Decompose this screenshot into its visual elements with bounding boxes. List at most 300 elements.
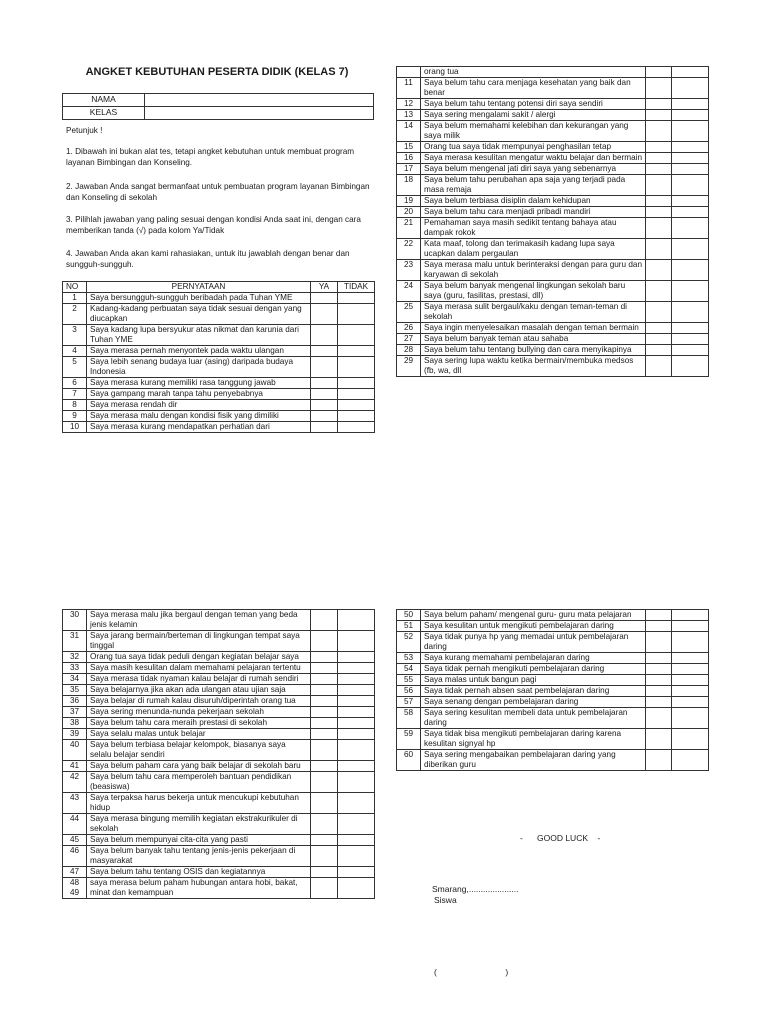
no-checkbox-cell[interactable] [672, 67, 709, 78]
item-statement: Saya jarang bermain/berteman di lingkungan tempat saya tinggal [87, 631, 311, 652]
table-row [63, 740, 375, 761]
table-row [397, 239, 709, 260]
table-row [397, 664, 709, 675]
table-row [397, 175, 709, 196]
item-statement: Saya merasa malu jika bergaul dengan teman yang beda jenis kelamin [87, 610, 311, 631]
student-label: Siswa [434, 895, 457, 905]
table-row [397, 281, 709, 302]
table-row [63, 772, 375, 793]
yes-checkbox-cell[interactable] [646, 218, 672, 239]
yes-checkbox-cell[interactable] [311, 740, 338, 761]
item-statement: Saya merasa malu untuk berinteraksi dengan para guru dan karyawan di sekolah [421, 260, 646, 281]
no-checkbox-cell[interactable] [338, 325, 375, 346]
yes-checkbox-cell[interactable] [311, 772, 338, 793]
statement-table-1 [62, 281, 375, 433]
item-statement: Saya belum mengenal jati diri saya yang sebenarnya [421, 164, 646, 175]
item-number: 58 [397, 708, 421, 729]
table-row [63, 304, 375, 325]
item-statement: Saya lebih senang budaya luar (asing) daripada budaya Indonesia [87, 357, 311, 378]
identity-table [62, 93, 374, 120]
table-row [397, 78, 709, 99]
table-row [63, 793, 375, 814]
table-row [397, 653, 709, 664]
no-checkbox-cell[interactable] [338, 878, 375, 899]
item-number: 21 [397, 218, 421, 239]
item-statement: Kata maaf, tolong dan terimakasih kadang lupa saya ucapkan dalam pergaulan [421, 239, 646, 260]
yes-checkbox-cell[interactable] [646, 67, 672, 78]
no-checkbox-cell[interactable] [338, 610, 375, 631]
yes-checkbox-cell[interactable] [311, 835, 338, 846]
table-row [397, 67, 709, 78]
table-row [63, 411, 375, 422]
item-statement: Saya sering lupa waktu ketika bermain/membuka medsos (fb, wa, dll [421, 356, 646, 377]
no-checkbox-cell[interactable] [672, 729, 709, 750]
no-checkbox-cell[interactable] [338, 814, 375, 835]
item-statement: Saya belum banyak mengenal lingkungan sekolah baru saya (guru, fasilitas, prestasi, dll) [421, 281, 646, 302]
identity-row-name [63, 94, 374, 107]
yes-checkbox-cell[interactable] [646, 302, 672, 323]
table-row [397, 750, 709, 771]
item-statement: Saya belum tahu cara memperoleh bantuan pendidikan (beasiswa) [87, 772, 311, 793]
item-statement: Saya tidak punya hp yang memadai untuk pembelajaran daring [421, 632, 646, 653]
no-checkbox-cell[interactable] [338, 729, 375, 740]
item-number: 46 [63, 846, 87, 867]
item-statement: Saya kesulitan untuk mengikuti pembelajaran daring [421, 621, 646, 632]
yes-checkbox-cell[interactable] [646, 664, 672, 675]
table-row [63, 652, 375, 663]
item-statement: Saya tidak pernah absen saat pembelajaran daring [421, 686, 646, 697]
table-row [63, 729, 375, 740]
no-checkbox-cell[interactable] [672, 686, 709, 697]
table-row [63, 835, 375, 846]
no-checkbox-cell[interactable] [672, 142, 709, 153]
yes-checkbox-cell[interactable] [646, 750, 672, 771]
table-row [397, 632, 709, 653]
item-statement: Saya belajar di rumah kalau disuruh/diperintah orang tua [87, 696, 311, 707]
no-checkbox-cell[interactable] [338, 761, 375, 772]
class-label: KELAS [63, 107, 145, 120]
item-statement: Saya merasa tidak nyaman kalau belajar di rumah sendiri [87, 674, 311, 685]
item-number: 42 [63, 772, 87, 793]
yes-checkbox-cell[interactable] [311, 346, 338, 357]
item-number: 15 [397, 142, 421, 153]
item-statement: Saya merasa bingung memilih kegiatan ekstrakurikuler di sekolah [87, 814, 311, 835]
table-row [63, 867, 375, 878]
yes-checkbox-cell[interactable] [646, 323, 672, 334]
table-row [63, 346, 375, 357]
item-number: 9 [63, 411, 87, 422]
item-number [397, 67, 421, 78]
item-statement: Saya merasa kurang memiliki rasa tanggung jawab [87, 378, 311, 389]
yes-checkbox-cell[interactable] [311, 293, 338, 304]
item-number: 4 [63, 346, 87, 357]
no-checkbox-cell[interactable] [672, 345, 709, 356]
item-statement: Saya belum mempunyai cita-cita yang pasti [87, 835, 311, 846]
yes-checkbox-cell[interactable] [311, 422, 338, 433]
table-row [63, 718, 375, 729]
no-checkbox-cell[interactable] [672, 110, 709, 121]
yes-checkbox-cell[interactable] [646, 356, 672, 377]
item-number: 45 [63, 835, 87, 846]
item-number: 28 [397, 345, 421, 356]
signature-line: ( ) [434, 967, 509, 977]
yes-checkbox-cell[interactable] [311, 389, 338, 400]
item-statement: Saya merasa pernah menyontek pada waktu ulangan [87, 346, 311, 357]
no-checkbox-cell[interactable] [672, 664, 709, 675]
yes-checkbox-cell[interactable] [646, 239, 672, 260]
table-row [63, 610, 375, 631]
yes-checkbox-cell[interactable] [311, 761, 338, 772]
yes-checkbox-cell[interactable] [646, 175, 672, 196]
name-label: NAMA [63, 94, 145, 107]
no-checkbox-cell[interactable] [672, 78, 709, 99]
instruction-3: 3. Pilihlah jawaban yang paling sesuai dengan kondisi Anda saat ini, dengan cara memberikan tanda (√) pada kolom Ya/Tidak [66, 215, 361, 235]
table-row [63, 378, 375, 389]
yes-checkbox-cell[interactable] [646, 142, 672, 153]
no-checkbox-cell[interactable] [672, 302, 709, 323]
yes-checkbox-cell[interactable] [311, 718, 338, 729]
no-checkbox-cell[interactable] [338, 718, 375, 729]
item-statement: Saya belum memahami kelebihan dan kekurangan yang saya milik [421, 121, 646, 142]
no-checkbox-cell[interactable] [338, 389, 375, 400]
yes-checkbox-cell[interactable] [311, 793, 338, 814]
yes-checkbox-cell[interactable] [646, 697, 672, 708]
item-statement: Saya kadang lupa bersyukur atas nikmat dan karunia dari Tuhan YME [87, 325, 311, 346]
no-checkbox-cell[interactable] [672, 621, 709, 632]
item-number: 51 [397, 621, 421, 632]
no-checkbox-cell[interactable] [338, 846, 375, 867]
table-row [397, 121, 709, 142]
item-number: 60 [397, 750, 421, 771]
item-statement: Saya merasa kesulitan mengatur waktu belajar dan bermain [421, 153, 646, 164]
yes-checkbox-cell[interactable] [646, 632, 672, 653]
item-number: 17 [397, 164, 421, 175]
no-checkbox-cell[interactable] [338, 304, 375, 325]
item-statement: Saya sering menunda-nunda pekerjaan sekolah [87, 707, 311, 718]
item-statement: Saya tidak pernah mengikuti pembelajaran daring [421, 664, 646, 675]
table-row [63, 422, 375, 433]
table-row [63, 846, 375, 867]
no-checkbox-cell[interactable] [672, 697, 709, 708]
yes-checkbox-cell[interactable] [311, 610, 338, 631]
yes-checkbox-cell[interactable] [646, 653, 672, 664]
item-statement: Pemahaman saya masih sedikit tentang bahaya atau dampak rokok [421, 218, 646, 239]
item-number: 41 [63, 761, 87, 772]
item-number: 43 [63, 793, 87, 814]
item-number: 22 [397, 239, 421, 260]
item-statement: Orang tua saya tidak peduli dengan kegiatan belajar saya [87, 652, 311, 663]
item-number: 12 [397, 99, 421, 110]
item-number: 8 [63, 400, 87, 411]
table-row [397, 323, 709, 334]
no-checkbox-cell[interactable] [338, 346, 375, 357]
item-number: 56 [397, 686, 421, 697]
no-checkbox-cell[interactable] [672, 175, 709, 196]
item-number: 34 [63, 674, 87, 685]
yes-checkbox-cell[interactable] [311, 325, 338, 346]
no-checkbox-cell[interactable] [338, 772, 375, 793]
yes-checkbox-cell[interactable] [646, 675, 672, 686]
no-checkbox-cell[interactable] [672, 260, 709, 281]
table-row [397, 196, 709, 207]
table-row [63, 761, 375, 772]
item-statement: Saya merasa kurang mendapatkan perhatian dari [87, 422, 311, 433]
item-number: 5 [63, 357, 87, 378]
no-checkbox-cell[interactable] [338, 663, 375, 674]
name-field[interactable] [145, 94, 374, 107]
table-row [397, 99, 709, 110]
item-number: 26 [397, 323, 421, 334]
yes-checkbox-cell[interactable] [646, 110, 672, 121]
no-checkbox-cell[interactable] [672, 750, 709, 771]
item-number: 31 [63, 631, 87, 652]
item-statement: Saya tidak bisa mengikuti pembelajaran daring karena kesulitan signyal hp [421, 729, 646, 750]
header-yes: YA [311, 282, 338, 293]
no-checkbox-cell[interactable] [338, 867, 375, 878]
no-checkbox-cell[interactable] [338, 400, 375, 411]
instruction-1: 1. Dibawah ini bukan alat tes, tetapi angket kebutuhan untuk membuat program layanan Bimbingan dan Konseling. [66, 147, 355, 167]
no-checkbox-cell[interactable] [672, 218, 709, 239]
no-checkbox-cell[interactable] [672, 323, 709, 334]
table-row [63, 814, 375, 835]
item-number: 32 [63, 652, 87, 663]
item-number: 35 [63, 685, 87, 696]
yes-checkbox-cell[interactable] [646, 686, 672, 697]
item-statement: Saya merasa rendah dir [87, 400, 311, 411]
table-row [63, 663, 375, 674]
table-row [63, 696, 375, 707]
no-checkbox-cell[interactable] [672, 334, 709, 345]
item-number: 10 [63, 422, 87, 433]
item-number: 40 [63, 740, 87, 761]
item-statement: saya merasa belum paham hubungan antara hobi, bakat, minat dan kemampuan [87, 878, 311, 899]
header-statement: PERNYATAAN [87, 282, 311, 293]
table-row [397, 675, 709, 686]
no-checkbox-cell[interactable] [672, 99, 709, 110]
yes-checkbox-cell[interactable] [646, 610, 672, 621]
item-statement: Saya ingin menyelesaikan masalah dengan teman bermain [421, 323, 646, 334]
yes-checkbox-cell[interactable] [646, 345, 672, 356]
no-checkbox-cell[interactable] [338, 707, 375, 718]
yes-checkbox-cell[interactable] [646, 260, 672, 281]
statement-table-2 [396, 66, 709, 377]
table-row [63, 878, 375, 899]
yes-checkbox-cell[interactable] [311, 378, 338, 389]
table-row [397, 610, 709, 621]
yes-checkbox-cell[interactable] [646, 207, 672, 218]
no-checkbox-cell[interactable] [338, 696, 375, 707]
table-row [63, 400, 375, 411]
header-no: NO [63, 282, 87, 293]
item-number: 13 [397, 110, 421, 121]
statement-table-3 [62, 609, 375, 899]
item-number: 23 [397, 260, 421, 281]
no-checkbox-cell[interactable] [672, 196, 709, 207]
instructions-heading: Petunjuk ! [66, 126, 103, 135]
item-statement: Saya merasa sulit bergaul/kaku dengan teman-teman di sekolah [421, 302, 646, 323]
item-statement: Saya malas untuk bangun pagi [421, 675, 646, 686]
item-statement: Saya belum tahu cara meraih prestasi di sekolah [87, 718, 311, 729]
yes-checkbox-cell[interactable] [311, 631, 338, 652]
item-number: 38 [63, 718, 87, 729]
item-number: 7 [63, 389, 87, 400]
yes-checkbox-cell[interactable] [646, 196, 672, 207]
yes-checkbox-cell[interactable] [646, 78, 672, 99]
item-number: 6 [63, 378, 87, 389]
yes-checkbox-cell[interactable] [646, 121, 672, 142]
no-checkbox-cell[interactable] [672, 121, 709, 142]
identity-row-class [63, 107, 374, 120]
yes-checkbox-cell[interactable] [646, 729, 672, 750]
no-checkbox-cell[interactable] [672, 153, 709, 164]
item-number: 36 [63, 696, 87, 707]
no-checkbox-cell[interactable] [338, 740, 375, 761]
yes-checkbox-cell[interactable] [646, 334, 672, 345]
no-checkbox-cell[interactable] [338, 652, 375, 663]
item-statement: Saya masih kesulitan dalam memahami pelajaran tertentu [87, 663, 311, 674]
no-checkbox-cell[interactable] [338, 674, 375, 685]
yes-checkbox-cell[interactable] [311, 304, 338, 325]
item-number: 55 [397, 675, 421, 686]
yes-checkbox-cell[interactable] [646, 621, 672, 632]
no-checkbox-cell[interactable] [672, 207, 709, 218]
header-no-answer: TIDAK [338, 282, 375, 293]
table-row [397, 164, 709, 175]
table-row [397, 345, 709, 356]
table-row [63, 293, 375, 304]
item-number: 27 [397, 334, 421, 345]
table-row [397, 153, 709, 164]
table-row [397, 218, 709, 239]
no-checkbox-cell[interactable] [338, 422, 375, 433]
item-number: 3 [63, 325, 87, 346]
item-number: 48 49 [63, 878, 87, 899]
table-row [397, 302, 709, 323]
item-statement: Saya kurang memahami pembelajaran daring [421, 653, 646, 664]
yes-checkbox-cell[interactable] [311, 846, 338, 867]
yes-checkbox-cell[interactable] [311, 696, 338, 707]
item-number: 19 [397, 196, 421, 207]
table-row [397, 708, 709, 729]
table-row [63, 325, 375, 346]
no-checkbox-cell[interactable] [672, 164, 709, 175]
yes-checkbox-cell[interactable] [311, 814, 338, 835]
table-row [63, 631, 375, 652]
page-title: ANGKET KEBUTUHAN PESERTA DIDIK (KELAS 7) [85, 66, 349, 78]
yes-checkbox-cell[interactable] [646, 281, 672, 302]
yes-checkbox-cell[interactable] [646, 164, 672, 175]
no-checkbox-cell[interactable] [338, 631, 375, 652]
no-checkbox-cell[interactable] [672, 356, 709, 377]
good-luck-text: - GOOD LUCK - [520, 833, 601, 843]
no-checkbox-cell[interactable] [672, 708, 709, 729]
yes-checkbox-cell[interactable] [311, 674, 338, 685]
table-row [63, 674, 375, 685]
yes-checkbox-cell[interactable] [311, 878, 338, 899]
item-number: 54 [397, 664, 421, 675]
place-date: Smarang,..................... [432, 884, 519, 894]
yes-checkbox-cell[interactable] [646, 99, 672, 110]
table-row [397, 697, 709, 708]
no-checkbox-cell[interactable] [338, 357, 375, 378]
class-field[interactable] [145, 107, 374, 120]
item-number: 25 [397, 302, 421, 323]
table-row [397, 260, 709, 281]
table-row [63, 357, 375, 378]
item-number: 44 [63, 814, 87, 835]
table-row [397, 729, 709, 750]
item-statement: Saya sering mengalami sakit / alergi [421, 110, 646, 121]
item-statement: Saya merasa malu dengan kondisi fisik yang dimiliki [87, 411, 311, 422]
item-number: 1 [63, 293, 87, 304]
yes-checkbox-cell[interactable] [311, 652, 338, 663]
no-checkbox-cell[interactable] [338, 685, 375, 696]
yes-checkbox-cell[interactable] [646, 153, 672, 164]
item-statement: Saya belum banyak teman atau sahaba [421, 334, 646, 345]
yes-checkbox-cell[interactable] [311, 400, 338, 411]
item-statement: Saya belum tahu cara menjadi pribadi mandiri [421, 207, 646, 218]
yes-checkbox-cell[interactable] [311, 357, 338, 378]
no-checkbox-cell[interactable] [672, 675, 709, 686]
yes-checkbox-cell[interactable] [311, 729, 338, 740]
no-checkbox-cell[interactable] [338, 293, 375, 304]
item-number: 20 [397, 207, 421, 218]
item-statement: Saya gampang marah tanpa tahu penyebabnya [87, 389, 311, 400]
item-statement: Saya belum paham/ mengenal guru- guru mata pelajaran [421, 610, 646, 621]
item-number: 14 [397, 121, 421, 142]
item-statement: Saya belajarnya jika akan ada ulangan atau ujian saja [87, 685, 311, 696]
no-checkbox-cell[interactable] [672, 610, 709, 621]
no-checkbox-cell[interactable] [338, 835, 375, 846]
yes-checkbox-cell[interactable] [646, 708, 672, 729]
no-checkbox-cell[interactable] [672, 239, 709, 260]
no-checkbox-cell[interactable] [672, 653, 709, 664]
item-number: 2 [63, 304, 87, 325]
item-number: 47 [63, 867, 87, 878]
table-row [397, 142, 709, 153]
item-number: 30 [63, 610, 87, 631]
yes-checkbox-cell[interactable] [311, 411, 338, 422]
item-statement: Orang tua saya tidak mempunyai penghasilan tetap [421, 142, 646, 153]
yes-checkbox-cell[interactable] [311, 867, 338, 878]
no-checkbox-cell[interactable] [338, 378, 375, 389]
table-row [63, 707, 375, 718]
item-number: 52 [397, 632, 421, 653]
item-statement: orang tua [421, 67, 646, 78]
item-statement: Saya belum tahu tentang OSIS dan kegiatannya [87, 867, 311, 878]
item-statement: Saya selalu malas untuk belajar [87, 729, 311, 740]
no-checkbox-cell[interactable] [672, 632, 709, 653]
no-checkbox-cell[interactable] [338, 793, 375, 814]
yes-checkbox-cell[interactable] [311, 663, 338, 674]
table-row [397, 334, 709, 345]
no-checkbox-cell[interactable] [338, 411, 375, 422]
item-number: 11 [397, 78, 421, 99]
statement-table-4 [396, 609, 709, 771]
table-row [397, 110, 709, 121]
item-statement: Saya terpaksa harus bekerja untuk mencukupi kebutuhan hidup [87, 793, 311, 814]
item-number: 37 [63, 707, 87, 718]
item-statement: Saya belum tahu cara menjaga kesehatan yang baik dan benar [421, 78, 646, 99]
item-number: 57 [397, 697, 421, 708]
no-checkbox-cell[interactable] [672, 281, 709, 302]
table-row [397, 207, 709, 218]
item-statement: Saya sering kesulitan membeli data untuk pembelajaran daring [421, 708, 646, 729]
yes-checkbox-cell[interactable] [311, 685, 338, 696]
yes-checkbox-cell[interactable] [311, 707, 338, 718]
table-row [397, 686, 709, 697]
item-statement: Saya bersungguh-sungguh beribadah pada Tuhan YME [87, 293, 311, 304]
